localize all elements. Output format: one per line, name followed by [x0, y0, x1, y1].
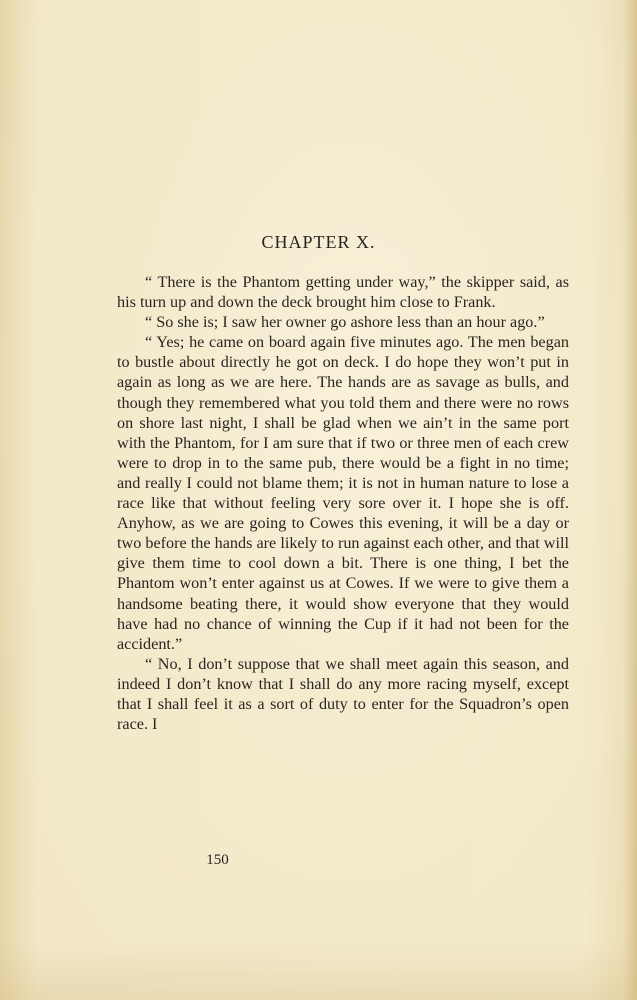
- page-number: 150: [206, 852, 229, 868]
- chapter-heading: CHAPTER X.: [261, 232, 376, 252]
- paragraph: “ So she is; I saw her owner go ashore less than an hour ago.”: [145, 313, 545, 332]
- page-edge-shadow: [623, 0, 637, 1000]
- paragraph: “ No, I don’t suppose that we shall meet again this season, and indeed I don’t know that I shall do any more racing myself, except that I shall feel it as a sort of duty to enter for the Squadron’s open race. I: [117, 654, 569, 734]
- body-text: [117, 272, 569, 734]
- paragraph: “ Yes; he came on board again five minutes ago. The men began to bustle about directly he got on deck. I do hope they won’t put in again as long as we are here. The hands are as savage as bulls, and though they remembered what you told them and there were no rows on shore last night, I shall be glad when we ain’t in the same port with the Phantom, for I am sure that if two or three men of each crew were to drop in to the same pub, there would be a fight in no time; and really I could not blame them; it is not in human nature to lose a race like that without feeling very sore over it. I hope she is off. Anyhow, as we are going to Cowes this evening, it will be a day or two before the hands are likely to run against each other, and that will give them time to cool down a bit. There is one thing, I bet the Phantom won’t enter against us at Cowes. If we were to give them a handsome beating there, it would show everyone that they would have had no chance of winning the Cup if it had not been for the accident.”: [117, 333, 569, 653]
- page-bottom-tint: [0, 940, 637, 1000]
- paragraph: “ There is the Phantom getting under way,” the skipper said, as his turn up and down the deck brought him close to Frank.: [117, 273, 569, 312]
